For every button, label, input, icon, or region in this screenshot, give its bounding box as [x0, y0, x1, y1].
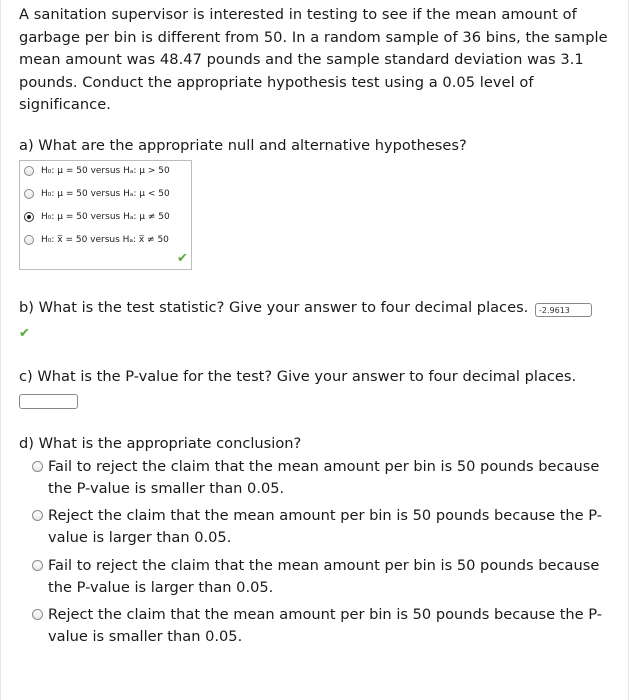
conclusion-option-1[interactable]	[32, 456, 607, 500]
hypothesis-option-3[interactable]	[24, 208, 170, 226]
hypothesis-option-1[interactable]	[24, 162, 170, 180]
correct-check-icon: ✔	[177, 251, 188, 266]
conclusion-option-label: Reject the claim that the mean amount per bin is 50 pounds because the P-value is larger than 0.05.	[48, 507, 603, 546]
question-a: a) What are the appropriate null and alternative hypotheses?	[19, 137, 467, 154]
hypothesis-option-label: H₀: μ = 50 versus Hₐ: μ > 50	[41, 166, 170, 176]
question-d: d) What is the appropriate conclusion?	[19, 435, 302, 452]
radio-button[interactable]	[24, 166, 34, 176]
correct-check-icon: ✔	[19, 326, 30, 341]
radio-button-selected[interactable]	[24, 212, 34, 222]
p-value-answer-field[interactable]	[19, 394, 78, 409]
hypothesis-option-4[interactable]	[24, 231, 169, 249]
test-statistic-answer-field[interactable]: -2.9613	[535, 303, 592, 317]
conclusion-option-label: Reject the claim that the mean amount per bin is 50 pounds because the P-value is smaller than 0.05.	[48, 606, 603, 645]
radio-button[interactable]	[32, 461, 43, 472]
hypothesis-option-label: H₀: μ = 50 versus Hₐ: μ < 50	[41, 189, 170, 199]
conclusion-option-3[interactable]	[32, 555, 607, 599]
problem-statement: A sanitation supervisor is interested in testing to see if the mean amount of garbage per bin is different from 50. In a random sample of 36 bins, the sample mean amount was 48.47 pounds and the sample standard deviation was 3.1 pounds. Conduct the appropriate hypothesis test using a 0.05 level of significance.	[19, 6, 608, 113]
radio-button[interactable]	[32, 609, 43, 620]
hypothesis-option-2[interactable]	[24, 185, 170, 203]
radio-button[interactable]	[24, 235, 34, 245]
radio-button[interactable]	[32, 560, 43, 571]
hypotheses-choice-box	[19, 160, 192, 270]
hypothesis-option-label: H₀: μ = 50 versus Hₐ: μ ≠ 50	[41, 212, 170, 222]
conclusion-option-label: Fail to reject the claim that the mean amount per bin is 50 pounds because the P-value is smaller than 0.05.	[48, 458, 600, 497]
radio-button[interactable]	[32, 510, 43, 521]
conclusion-option-2[interactable]	[32, 505, 607, 549]
question-b: b) What is the test statistic? Give your answer to four decimal places.	[19, 299, 529, 316]
question-c: c) What is the P-value for the test? Give your answer to four decimal places.	[19, 368, 577, 385]
hypothesis-option-label: H₀: x̅ = 50 versus Hₐ: x̅ ≠ 50	[41, 235, 169, 245]
left-border	[0, 0, 1, 700]
conclusion-option-4[interactable]	[32, 604, 607, 648]
radio-button[interactable]	[24, 189, 34, 199]
conclusion-option-label: Fail to reject the claim that the mean amount per bin is 50 pounds because the P-value is larger than 0.05.	[48, 557, 600, 596]
